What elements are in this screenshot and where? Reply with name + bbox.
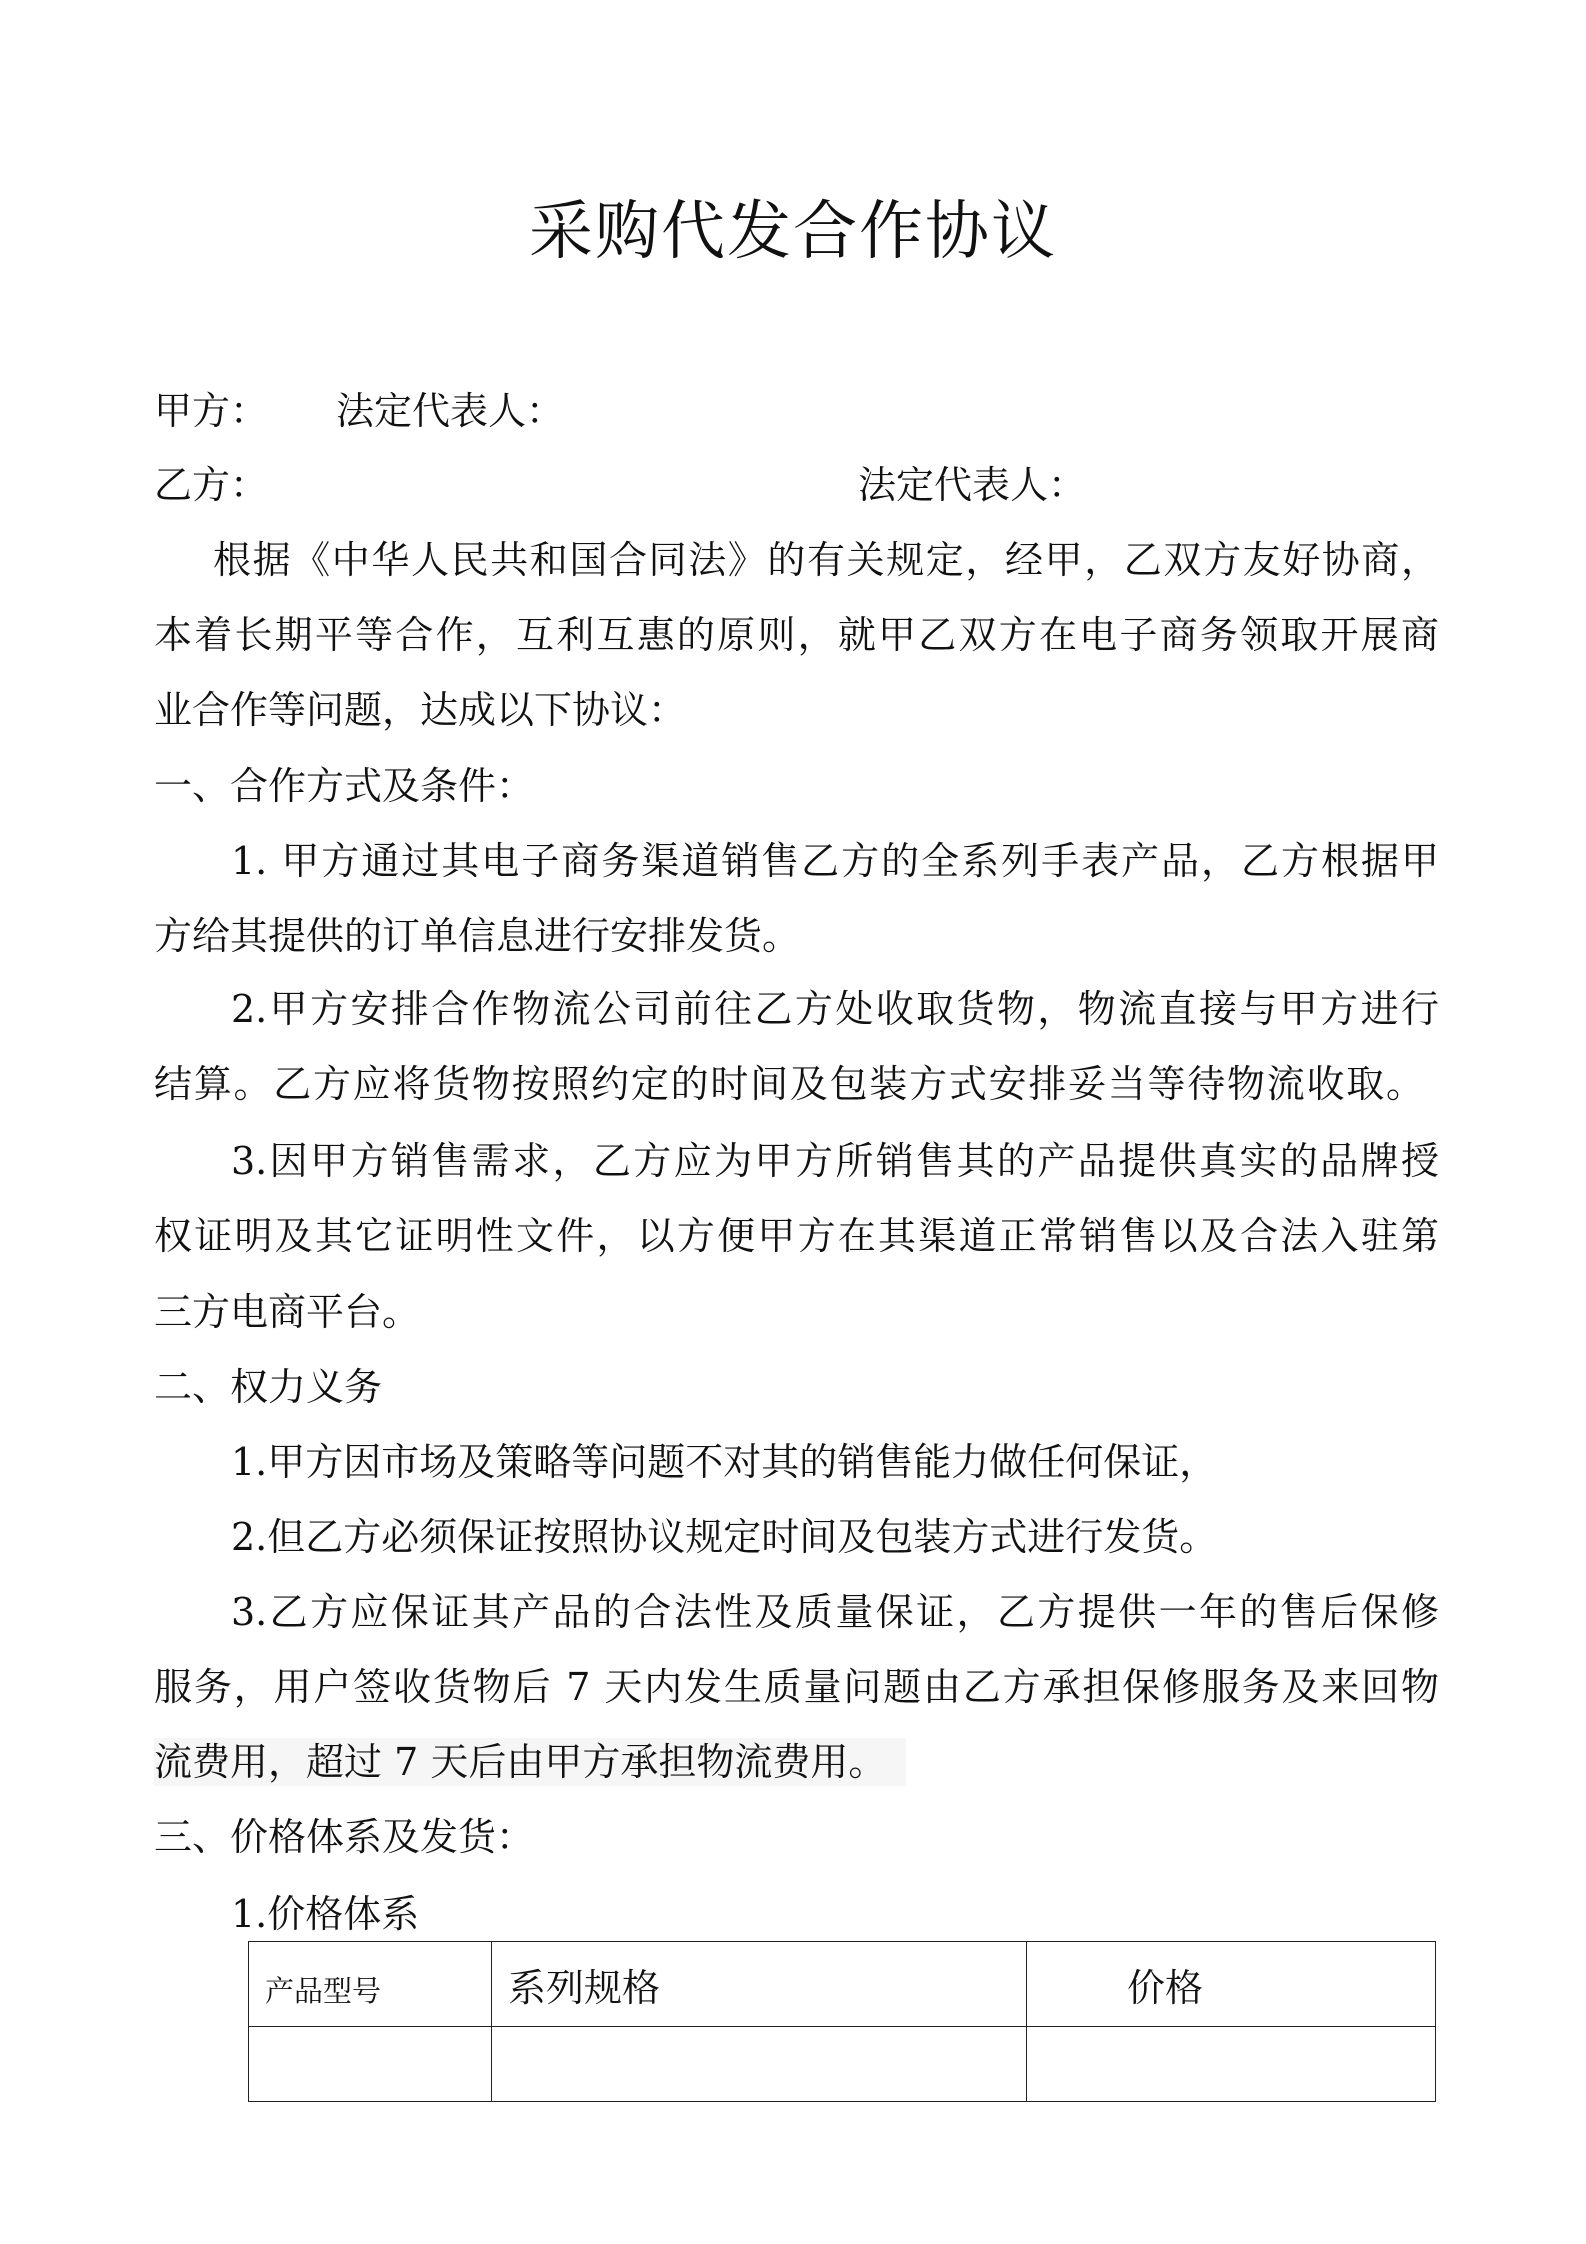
clause-line: 权证明及其它证明性文件，以方便甲方在其渠道正常销售以及合法入驻第 — [154, 1214, 1439, 1258]
party-b-representative-label: 法定代表人： — [858, 463, 1087, 507]
preamble-line: 根据《中华人民共和国合同法》的有关规定，经甲，乙双方友好协商， — [213, 538, 1439, 582]
header-product-model: 产品型号 — [249, 1942, 492, 2027]
price-system-subheading: 1.价格体系 — [231, 1892, 420, 1936]
party-a-representative-label: 法定代表人： — [336, 389, 565, 433]
document-title: 采购代发合作协议 — [529, 195, 1057, 269]
clause-line: 三方电商平台。 — [154, 1290, 421, 1334]
clause-line: 3.因甲方销售需求，乙方应为甲方所销售其的产品提供真实的品牌授 — [231, 1139, 1439, 1183]
table-row — [249, 2027, 1436, 2102]
clause-line: 2.但乙方必须保证按照协议规定时间及包装方式进行发货。 — [231, 1515, 1218, 1559]
table-cell[interactable] — [1027, 2027, 1436, 2102]
clause-line: 1.甲方因市场及策略等问题不对其的销售能力做任何保证， — [231, 1440, 1218, 1484]
preamble-line: 业合作等问题，达成以下协议： — [154, 688, 687, 732]
clause-line: 流费用，超过 7 天后由甲方承担物流费用。 — [154, 1738, 906, 1786]
preamble-line: 本着长期平等合作，互利互惠的原则，就甲乙双方在电子商务领取开展商 — [154, 613, 1439, 657]
clause-line: 方给其提供的订单信息进行安排发货。 — [154, 914, 801, 958]
price-table — [248, 1941, 1436, 2102]
clause-line: 结算。乙方应将货物按照约定的时间及包装方式安排妥当等待物流收取。 — [154, 1062, 1424, 1106]
clause-line: 3.乙方应保证其产品的合法性及质量保证，乙方提供一年的售后保修 — [231, 1590, 1439, 1634]
header-series-spec: 系列规格 — [492, 1942, 1027, 2027]
clause-line: 服务，用户签收货物后 7 天内发生质量问题由乙方承担保修服务及来回物 — [154, 1665, 1439, 1709]
table-cell[interactable] — [492, 2027, 1027, 2102]
clause-line: 1. 甲方通过其电子商务渠道销售乙方的全系列手表产品，乙方根据甲 — [231, 839, 1439, 883]
clause-line: 2.甲方安排合作物流公司前往乙方处收取货物，物流直接与甲方进行 — [231, 987, 1439, 1031]
party-b-label: 乙方： — [154, 463, 269, 507]
section-3-heading: 三、价格体系及发货： — [154, 1815, 535, 1859]
party-a-label: 甲方： — [154, 389, 269, 433]
table-cell[interactable] — [249, 2027, 492, 2102]
section-1-heading: 一、合作方式及条件： — [154, 764, 535, 808]
table-header-row — [249, 1942, 1436, 2027]
section-2-heading: 二、权力义务 — [154, 1365, 383, 1409]
header-price: 价格 — [1027, 1942, 1436, 2027]
